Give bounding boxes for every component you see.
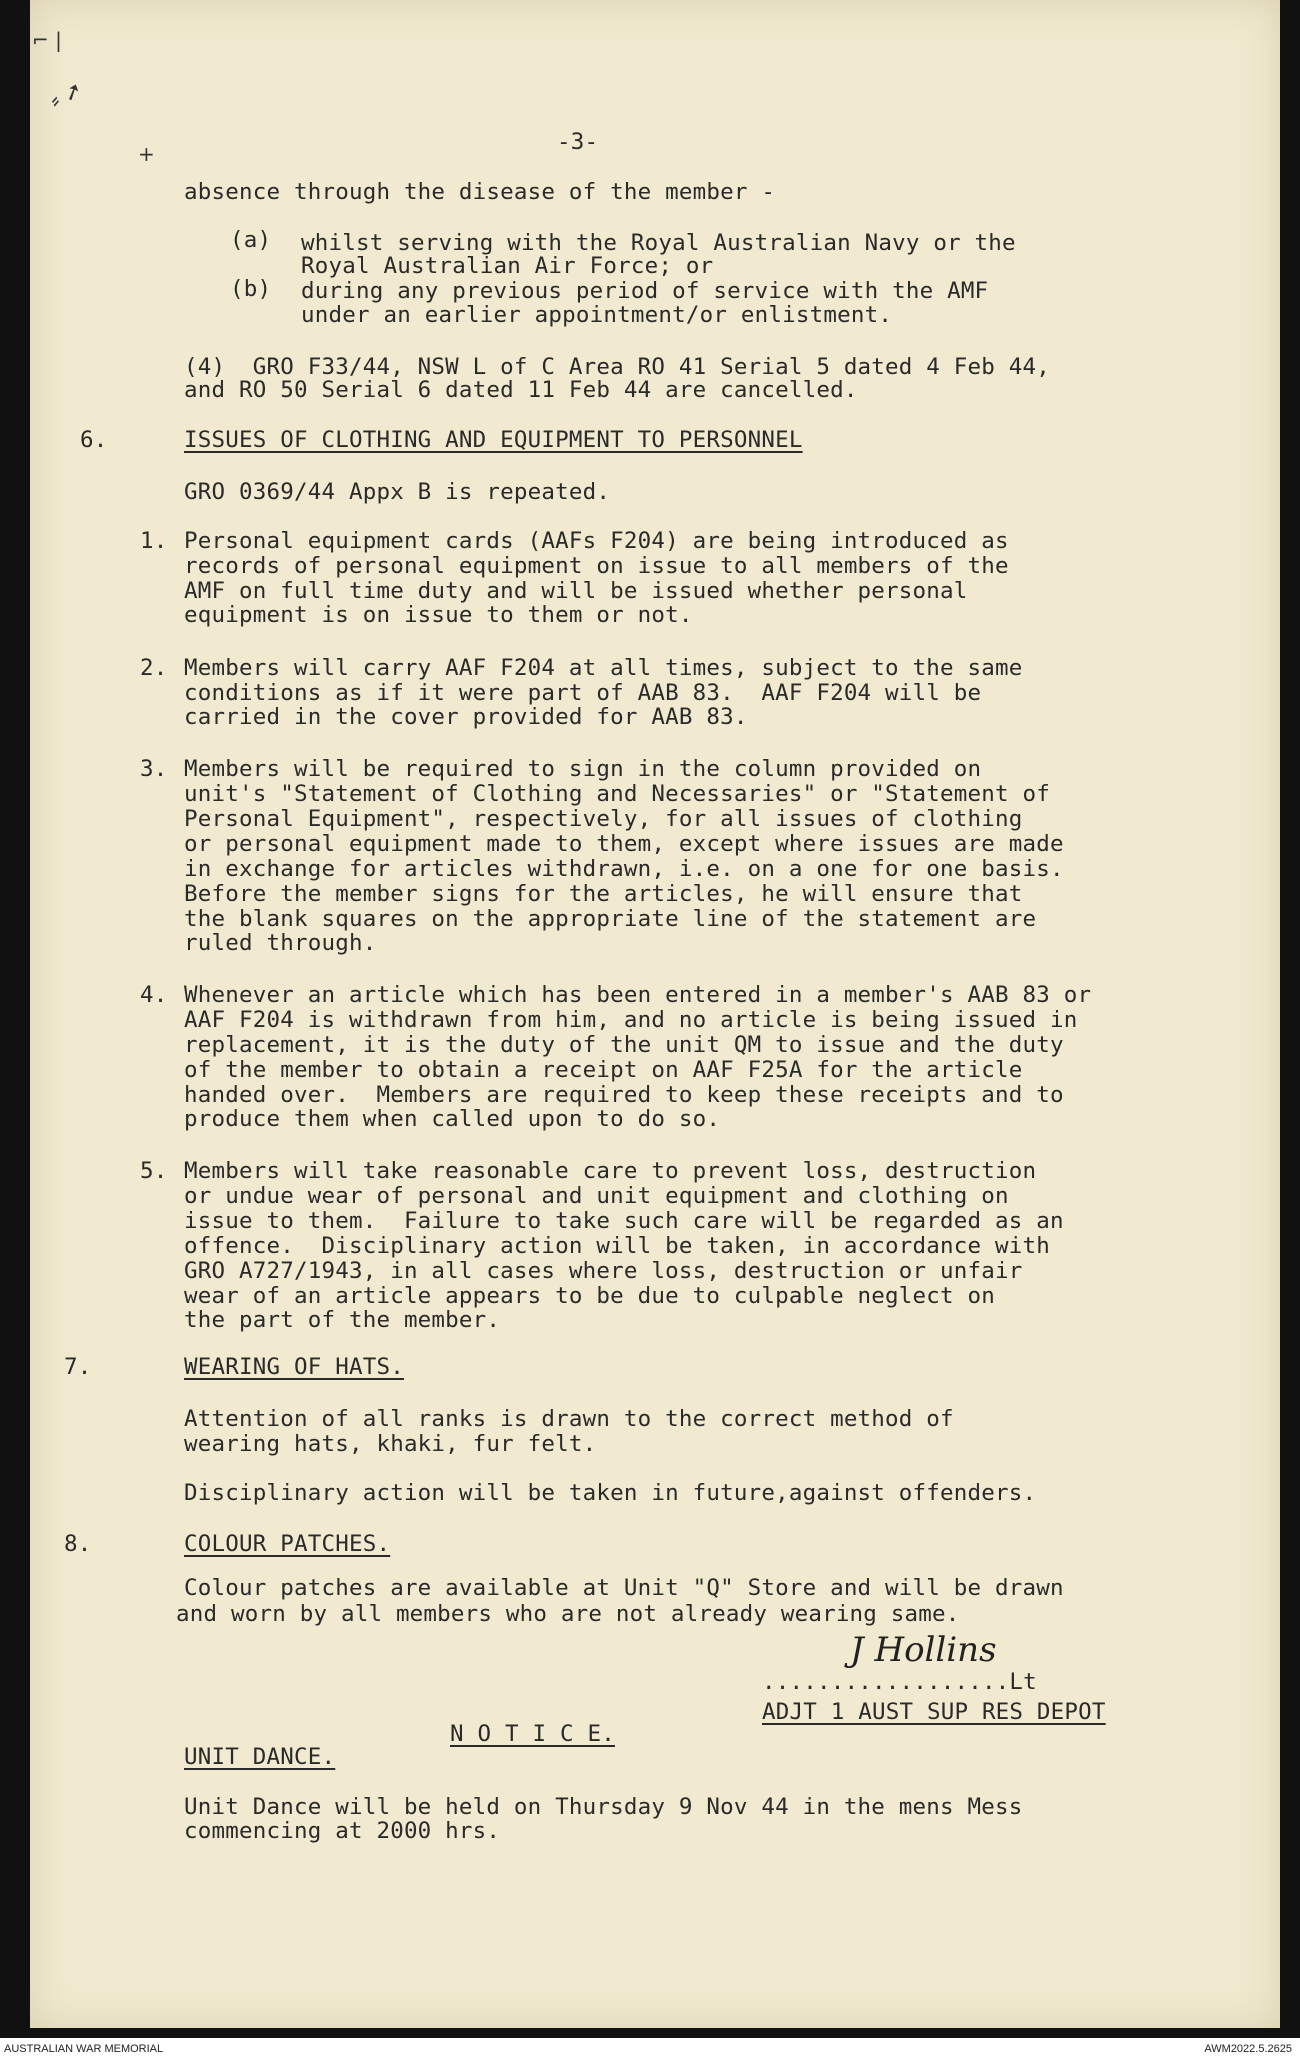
item-2-number: 2. [140, 655, 168, 681]
item-5-line: wear of an article appears to be due to culpable neglect on [184, 1283, 996, 1309]
section-6-intro: GRO 0369/44 Appx B is repeated. [184, 479, 611, 505]
sub-b-line: under an earlier appointment/or enlistment. [301, 302, 893, 328]
item-5-line: Members will take reasonable care to prevent loss, destruction [184, 1158, 1037, 1184]
item-5-line: offence. Disciplinary action will be taken, in accordance with [184, 1233, 1051, 1259]
unit-dance-line: commencing at 2000 hrs. [184, 1818, 501, 1844]
sub-a-label: (a) [230, 227, 272, 253]
item-5-line: the part of the member. [184, 1307, 501, 1333]
footer-left: AUSTRALIAN WAR MEMORIAL [4, 2043, 164, 2055]
item-4-number: 4. [140, 982, 168, 1008]
item-3-number: 3. [140, 756, 168, 782]
section-8-line: Colour patches are available at Unit "Q" Store and will be drawn [184, 1575, 1064, 1601]
item-1-number: 1. [140, 528, 168, 554]
unit-dance-heading: UNIT DANCE. [184, 1744, 336, 1770]
unit-dance-line: Unit Dance will be held on Thursday 9 Nov 44 in the mens Mess [184, 1794, 1023, 1820]
item-1-line: equipment is on issue to them or not. [184, 602, 693, 628]
para-4-line: and RO 50 Serial 6 dated 11 Feb 44 are cancelled. [184, 377, 858, 403]
item-3-line: Members will be required to sign in the column provided on [184, 756, 982, 782]
signature-line: ..................Lt [762, 1669, 1037, 1695]
item-4-line: of the member to obtain a receipt on AAF F25A for the article [184, 1057, 1023, 1083]
item-3-line: unit's "Statement of Clothing and Necessaries" or "Statement of [184, 781, 1051, 807]
section-8-heading: COLOUR PATCHES. [184, 1531, 391, 1557]
item-3-line: ruled through. [184, 930, 377, 956]
document-page [30, 0, 1280, 2028]
item-2-line: conditions as if it were part of AAB 83. AAF F204 will be [184, 680, 982, 706]
item-3-line: or personal equipment made to them, except where issues are made [184, 831, 1064, 857]
section-7-line: wearing hats, khaki, fur felt. [184, 1431, 597, 1457]
item-3-line: Before the member signs for the articles, he will ensure that [184, 881, 1023, 907]
footer-right: AWM2022.5.2625 [1204, 2043, 1292, 2055]
item-4-line: Whenever an article which has been entered in a member's AAB 83 or [184, 982, 1092, 1008]
item-3-line: the blank squares on the appropriate line of the statement are [184, 906, 1037, 932]
item-5-line: issue to them. Failure to take such care will be regarded as an [184, 1208, 1064, 1234]
item-1-line: AMF on full time duty and will be issued whether personal [184, 578, 968, 604]
item-4-line: handed over. Members are required to keep these receipts and to [184, 1082, 1064, 1108]
cross-mark-icon: + [138, 142, 155, 166]
item-2-line: carried in the cover provided for AAB 83. [184, 704, 748, 730]
section-7-number: 7. [64, 1354, 92, 1380]
item-3-line: in exchange for articles withdrawn, i.e. on a one for one basis. [184, 856, 1064, 882]
section-6-number: 6. [80, 427, 108, 453]
intro-line: absence through the disease of the member - [184, 179, 776, 205]
para-4-line: (4) GRO F33/44, NSW L of C Area RO 41 Serial 5 dated 4 Feb 44, [184, 354, 1051, 380]
sub-a-line: whilst serving with the Royal Australian Navy or the [301, 230, 1016, 256]
item-1-line: records of personal equipment on issue to all members of the [184, 553, 1009, 579]
page-number: -3- [557, 129, 599, 155]
section-8-number: 8. [64, 1531, 92, 1557]
pen-mark-icon: ⸗ ➚ [46, 77, 87, 114]
item-5-number: 5. [140, 1158, 168, 1184]
section-7-line: Disciplinary action will be taken in future,against offenders. [184, 1480, 1037, 1506]
item-2-line: Members will carry AAF F204 at all times, subject to the same [184, 655, 1023, 681]
section-8-line: and worn by all members who are not already wearing same. [176, 1601, 960, 1627]
section-7-line: Attention of all ranks is drawn to the correct method of [184, 1406, 954, 1432]
signature: J Hollins [850, 1630, 997, 1670]
sub-b-line: during any previous period of service with the AMF [301, 278, 989, 304]
item-4-line: AAF F204 is withdrawn from him, and no article is being issued in [184, 1007, 1078, 1033]
item-4-line: replacement, it is the duty of the unit QM to issue and the duty [184, 1032, 1064, 1058]
section-6-heading: ISSUES OF CLOTHING AND EQUIPMENT TO PERSONNEL [184, 427, 803, 453]
item-3-line: Personal Equipment", respectively, for all issues of clothing [184, 806, 1023, 832]
signature-title: ADJT 1 AUST SUP RES DEPOT [762, 1699, 1106, 1725]
sub-b-label: (b) [230, 276, 272, 302]
archive-footer [0, 2038, 1300, 2061]
sub-a-line: Royal Australian Air Force; or [301, 253, 714, 279]
section-7-heading: WEARING OF HATS. [184, 1354, 404, 1380]
item-4-line: produce them when called upon to do so. [184, 1106, 721, 1132]
corner-mark-icon: ⌐ | [32, 28, 62, 52]
item-5-line: or undue wear of personal and unit equipment and clothing on [184, 1183, 1009, 1209]
notice-heading: N O T I C E. [450, 1721, 615, 1747]
item-5-line: GRO A727/1943, in all cases where loss, destruction or unfair [184, 1258, 1023, 1284]
item-1-line: Personal equipment cards (AAFs F204) are being introduced as [184, 528, 1009, 554]
